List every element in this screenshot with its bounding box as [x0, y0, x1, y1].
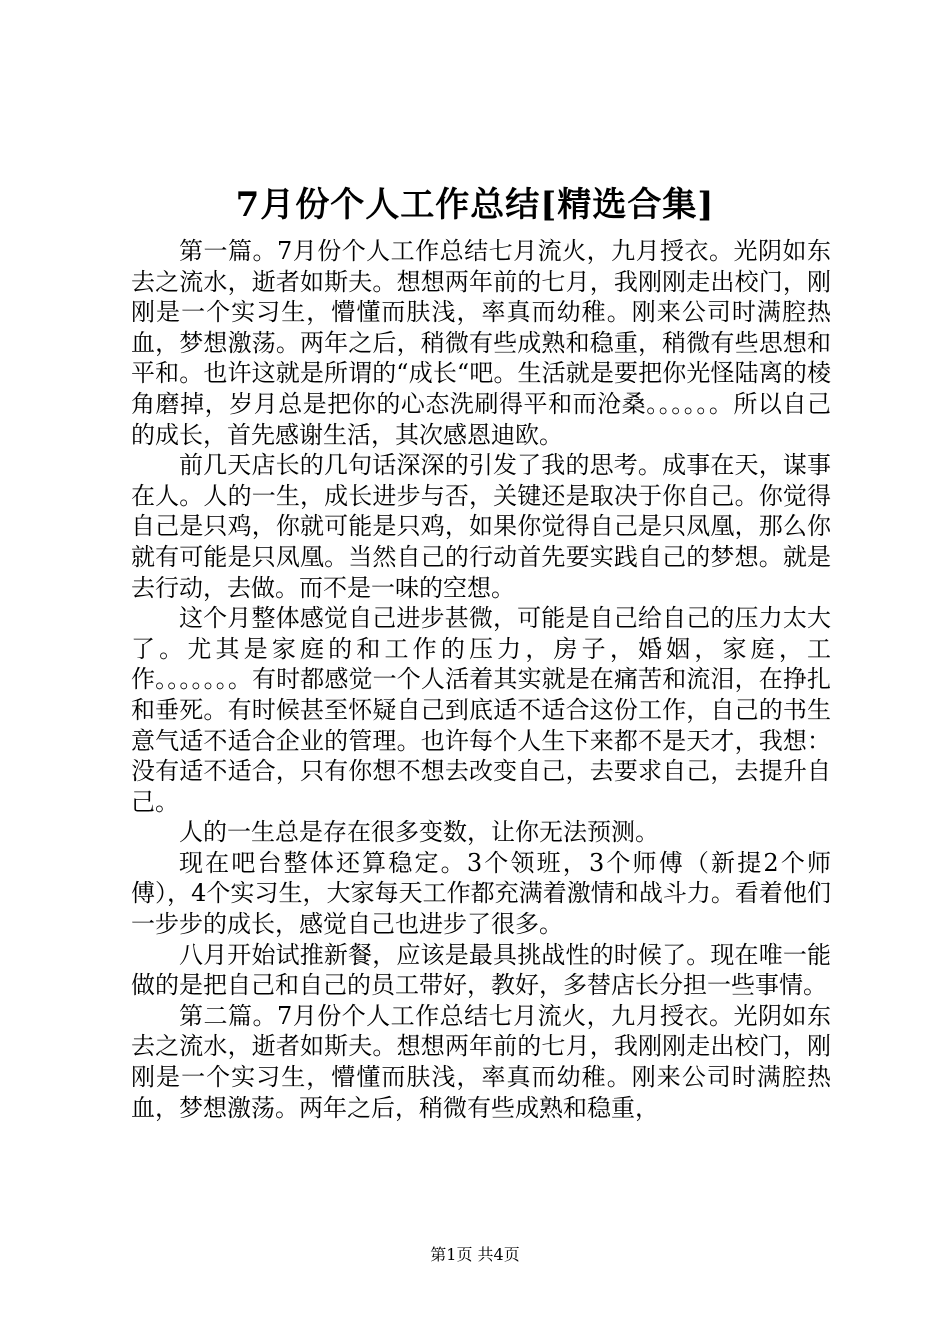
- document-title: 7月份个人工作总结[精选合集]: [235, 185, 715, 225]
- paragraph-3: 这个月整体感觉自己进步甚微，可能是自己给自己的压力太大了。尤其是家庭的和工作的压力，房子，婚姻，家庭，工作。。。。。。。有时都感觉一个人活着其实就是在痛苦和流泪，在挣扎和垂死。有时候甚至怀疑自己到底适不适合这份工作，自己的书生意气适不适合企业的管理。也许每个人生下来都不是天才，我想：没有适不适合，只有你想不想去改变自己，去要求自己，去提升自己。: [131, 604, 831, 816]
- paragraph-4: 人的一生总是存在很多变数，让你无法预测。: [179, 818, 659, 847]
- paragraph-1: 第一篇。7月份个人工作总结七月流火，九月授衣。光阴如东去之流水，逝者如斯夫。想想两年前的七月，我刚刚走出校门，刚刚是一个实习生，懵懂而肤浅，率真而幼稚。刚来公司时满腔热血，梦想激荡。两年之后，稍微有些成熟和稳重，稍微有些思想和平和。也许这就是所谓的“成长“吧。生活就是要把你光怪陆离的棱角磨掉，岁月总是把你的心态洗刷得平和而沧桑。。。。。。所以自己的成长，首先感谢生活，其次感恩迪欧。: [131, 237, 831, 449]
- paragraph-5: 现在吧台整体还算稳定。3个领班，3个师傅（新提2个师傅），4个实习生，大家每天工作都充满着激情和战斗力。看着他们一步步的成长，感觉自己也进步了很多。: [131, 848, 831, 939]
- paragraph-2: 前几天店长的几句话深深的引发了我的思考。成事在天，谋事在人。人的一生，成长进步与否，关键还是取决于你自己。你觉得自己是只鸡，你就可能是只鸡，如果你觉得自己是只凤凰，那么你就有可能是只凤凰。当然自己的行动首先要实践自己的梦想。就是去行动，去做。而不是一味的空想。: [131, 451, 831, 602]
- document-body: [131, 236, 831, 1123]
- page-footer: 第1页 共4页: [430, 1245, 520, 1264]
- paragraph-6: 八月开始试推新餐，应该是最具挑战性的时候了。现在唯一能做的是把自己和自己的员工带好，教好，多替店长分担一些事情。: [131, 940, 831, 1000]
- paragraph-7: 第二篇。7月份个人工作总结七月流火，九月授衣。光阴如东去之流水，逝者如斯夫。想想两年前的七月，我刚刚走出校门，刚刚是一个实习生，懵懂而肤浅，率真而幼稚。刚来公司时满腔热血，梦想激荡。两年之后，稍微有些成熟和稳重，: [131, 1001, 831, 1122]
